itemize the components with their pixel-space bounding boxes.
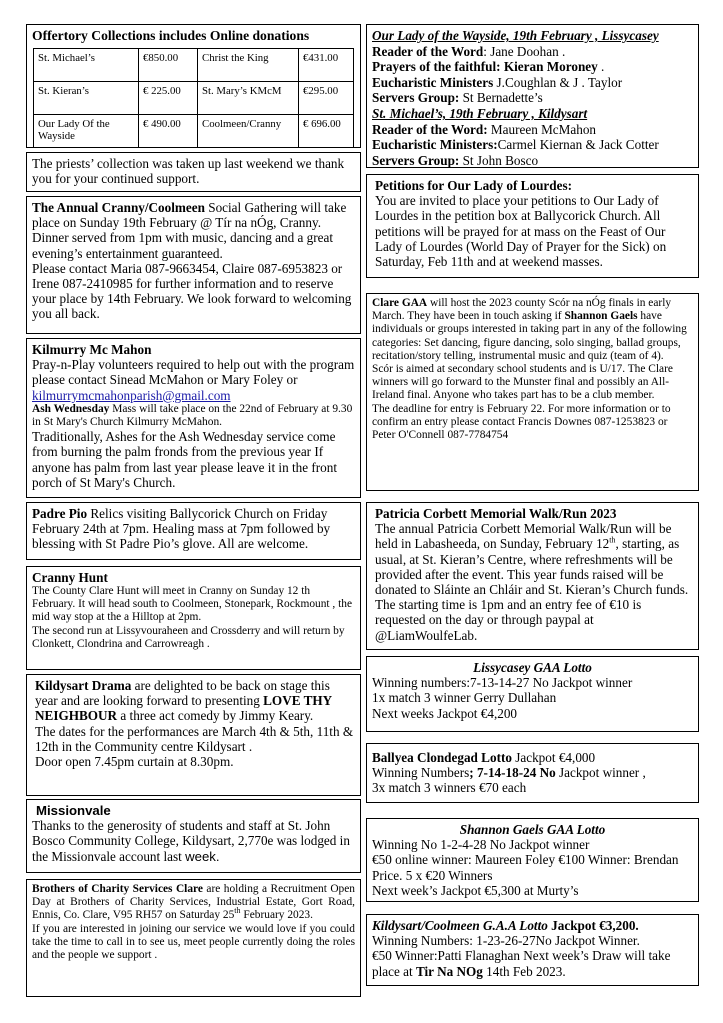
ballyea-lotto-title: Ballyea Clondegad Lotto [372,750,512,765]
kilmurry-ashes-text: Traditionally, Ashes for the Ash Wednesday service come from burning the palm fronds from the previous year If anyone has palm from last year please leave it in the front porch of St Mary's Church. [32,429,338,490]
padre-pio-text: Relics visiting Ballycorick Church on Friday February 24th at 7pm. Healing mass at 7pm followed by blessing with St Padre Pio’s glove. All are welcome. [32,506,331,552]
reader2-name: Maureen McMahon [487,121,597,137]
lissycasey-lotto-line: Next weeks Jackpot €4,200 [372,705,518,721]
kildysart-lotto-venue: Tir Na NOg [415,963,483,979]
priests-collection-text: The priests’ collection was taken up last weekend we thank you for your continued support. [32,156,345,187]
lissycasey-lotto-box [366,656,699,732]
cranny-social-contact: Please contact Maria 087-9663454, Claire 087-6953823 or Irene 087-2410985 for further information and to reserve your place by 14th February. We look forward to welcoming you all back. [32,260,352,322]
clare-gaa-text-3: Scór is aimed at secondary school students and is U/17. The Clare winners will go forward to the Munster final and possibly an All-Ireland final. Anyone who takes part has to be a club member. [372,363,673,402]
petitions-title: Petitions for Our Lady of Lourdes: [375,178,572,193]
table-row [34,49,354,82]
kilmurry-title: Kilmurry Mc Mahon [32,342,152,357]
cranny-hunt-text: The County Clare Hunt will meet in Cranny on Sunday 12 th February. It will head south to Coolmeen, Stonepark, Rockmount , the mid way stop at the a Hilltop at 2pm. [32,585,353,624]
padre-pio-box [26,502,361,560]
kilmurry-text: Pray-n-Play volunteers required to help out with the program please contact Sinead McMahon or Mary Foley or [32,357,355,388]
reader2-label: Reader of the Word: [372,121,488,137]
corbett-walk-box [366,502,699,650]
corbett-walk-sup: th [609,536,616,546]
petitions-box [366,174,699,278]
kilmurry-email-link[interactable]: kilmurrymcmahonparish@gmail.com [32,387,231,403]
corbett-walk-text-2: , starting, as usual, at St. Kieran’s Centre, where refreshments will be provided after the event. This year funds raised will be donated to Sláinte an Chláir and St. Kieran’s Church funds. The starting time is 1pm and an entry fee of €10 is requested on the day or through paypal at @LiamWoulfeLab. [375,536,689,643]
shannon-lotto-box [366,818,699,902]
ballyea-lotto-line: Winning Numbers [372,765,470,781]
cranny-social-box [26,196,361,334]
rota-heading-st-michaels: St. Michael’s, 19th February , Kildysart [372,105,588,121]
missionvale-title: Missionvale [36,803,111,818]
drama-text-2: a three act comedy by Jimmy Keary. [117,708,314,724]
table-cell: € 696.00 [299,115,354,148]
priests-collection-box [26,152,361,192]
clare-gaa-title: Clare GAA [372,297,428,309]
table-cell: St. Kieran’s [34,82,139,115]
ash-wednesday-text: Mass will take place on the 22nd of February at 9.30 in St Mary's Church Kilmurry McMahon. [32,402,353,429]
ballyea-lotto-numbers: ; 7-14-18-24 No [469,765,556,781]
lissycasey-lotto-line: 1x match 3 winner Gerry Dullahan [372,690,557,706]
cranny-social-title: The Annual Cranny/Coolmeen [32,200,205,215]
prayers-tail: . [597,59,605,75]
cranny-hunt-text-2: The second run at Lissyvouraheen and Crossderry and will return by Clonkett, Clondrina and Carrowreagh . [32,624,345,650]
brothers-charity-text-2: If you are interested in joining our service we would love if you could take the time to call in to see us, meet people currently doing the roles and the people we support . [32,922,355,962]
table-row [34,115,354,148]
kildysart-lotto-jackpot: Jackpot €3,200. [547,918,639,933]
table-row [34,82,354,115]
clare-gaa-text: will host the 2023 county Scór na nÓg finals in early March. They have been in touch asking if [372,297,672,323]
kildysart-lotto-line: €50 Winner:Patti Flanaghan Next week’s Draw will take place at [372,948,671,979]
servers-label: Servers Group: [372,90,460,106]
ballyea-lotto-jackpot: Jackpot €4,000 [511,750,596,765]
ballyea-lotto-line: 3x match 3 winners €70 each [372,780,527,796]
table-cell: Christ the King [198,49,299,82]
cranny-hunt-box [26,566,361,670]
shannon-gaels-name: Shannon Gaels [564,310,638,323]
table-cell: Our Lady Of the Wayside [34,115,139,148]
lissycasey-lotto-line: Winning numbers:7-13-14-27 No Jackpot winner [372,675,633,691]
rota-box [366,24,699,168]
ballyea-lotto-line: Jackpot winner , [555,765,646,781]
reader-label: Reader of the Word [372,43,484,59]
offertory-title: Offertory Collections includes Online donations [32,28,310,43]
kildysart-lotto-box [366,914,699,986]
clare-gaa-text-4: The deadline for entry is February 22. For more information or to confirm an entry please contact Francis Downes 087-1253823 or Peter O'Connell 087-7784754 [372,402,671,442]
brothers-charity-text: are holding a Recruitment Open Day at Brothers of Charity Services, Industrial Estate, Gort Road, Ennis, Co. Clare, V95 RH57 on Saturday 25 [32,883,355,922]
missionvale-text: Thanks to the generosity of students and staff at St. John Bosco Community College, Kildysart, 2,770e was lodged in the Missionvale account last [32,818,350,864]
brothers-charity-title: Brothers of Charity Services Clare [32,883,203,895]
cranny-social-text: Social Gathering will take place on Sunday 19th February @ Tír na nÓg, Cranny. Dinner served from 1pm with music, dancing and a great evening’s entertainment guaranteed. [32,200,347,261]
clare-gaa-box [366,293,699,491]
ballyea-lotto-box [366,743,699,803]
corbett-walk-title: Patricia Corbett Memorial Walk/Run 2023 [375,506,617,521]
table-cell: St. Mary’s KMcM [198,82,299,115]
rota-heading-wayside: Our Lady of the Wayside, 19th February , Lissycasey [372,28,659,43]
em-names: J.Coughlan & J . Taylor [493,74,623,90]
prayers-label: Prayers of the faithful: Kieran Moroney [372,59,598,75]
kildysart-lotto-date: 14th Feb 2023. [482,963,566,979]
kildysart-lotto-line: Winning Numbers: 1-23-26-27No Jackpot Winner. [372,933,640,949]
drama-dates: The dates for the performances are March 4th & 5th, 11th & 12th in the Community centre Kildysart . [35,723,354,754]
em-label: Eucharistic Ministers [372,74,494,90]
reader-name: : Jane Doohan . [483,43,566,59]
table-cell: € 225.00 [139,82,198,115]
drama-play-title: LOVE THY NEIGHBOUR [35,693,332,724]
missionvale-box [26,799,361,873]
table-cell: Coolmeen/Cranny [198,115,299,148]
offertory-box [26,24,361,148]
kildysart-lotto-title: Kildysart/Coolmeen G.A.A Lotto [372,918,548,933]
servers2-group: St John Bosco [459,152,539,168]
shannon-lotto-line: Next week’s Jackpot €5,300 at Murty’s [372,882,579,898]
missionvale-week: week. [185,848,220,864]
table-cell: €431.00 [299,49,354,82]
corbett-walk-text: The annual Patricia Corbett Memorial Walk/Run will be held in Labasheeda, on Sunday, February 12 [375,521,672,552]
brothers-charity-text-b: February 2023. [240,909,313,922]
drama-title: Kildysart Drama [35,678,132,693]
offertory-table [33,48,354,148]
shannon-lotto-line: €50 online winner: Maureen Foley €100 Winner: Brendan Price. 5 x €20 Winners [372,852,679,883]
drama-box [26,674,361,796]
em2-label: Eucharistic Ministers: [372,137,498,153]
shannon-lotto-title: Shannon Gaels GAA Lotto [459,822,606,837]
clare-gaa-text-2: have individuals or groups interested in taking part in any of the following categories: Set dancing, figure dancing, solo singing, ballad groups, recitation/story telling, instrumental music and quiz (team of 4). [372,310,687,362]
table-cell: St. Michael’s [34,49,139,82]
table-cell: €850.00 [139,49,198,82]
kilmurry-box [26,338,361,498]
drama-times: Door open 7.45pm curtain at 8.30pm. [35,754,234,770]
servers2-label: Servers Group: [372,152,460,168]
petitions-text: You are invited to place your petitions to Our Lady of Lourdes in the petition box at Ballycorick Church. All petitions will be prayed for at mass on the Feast of Our Lady of Lourdes (World Day of Prayer for the Sick) on Saturday, Feb 11th and at weekend masses. [375,193,667,270]
ash-wednesday-title: Ash Wednesday [32,402,110,415]
padre-pio-title: Padre Pio [32,506,88,521]
cranny-hunt-title: Cranny Hunt [32,570,108,585]
lissycasey-lotto-title: Lissycasey GAA Lotto [473,660,592,675]
table-cell: € 490.00 [139,115,198,148]
brothers-charity-sup: th [234,906,241,916]
em2-names: Carmel Kiernan & Jack Cotter [497,137,659,153]
table-cell: €295.00 [299,82,354,115]
brothers-charity-box [26,879,361,997]
drama-text: are delighted to be back on stage this year and are looking forward to presenting [35,678,330,709]
servers-group: St Bernadette’s [459,90,543,106]
shannon-lotto-line: Winning No 1-2-4-28 No Jackpot winner [372,837,590,853]
